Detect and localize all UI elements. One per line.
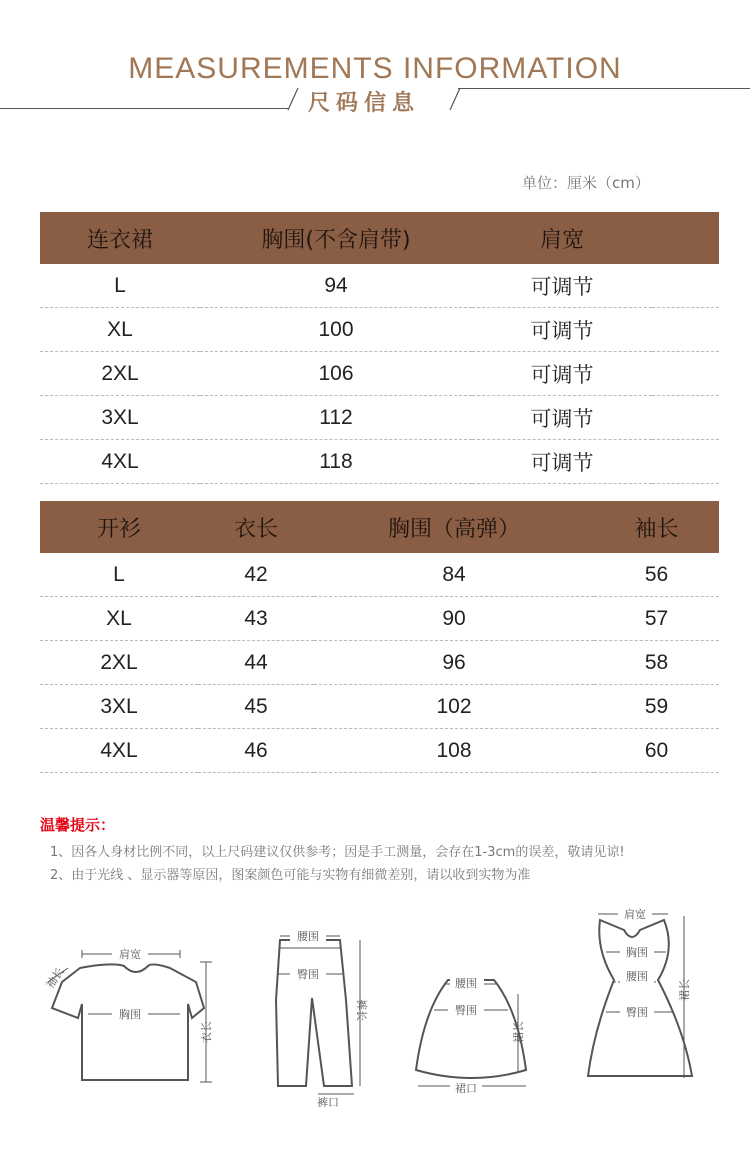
pants-hip-label: 臀围 (297, 968, 319, 981)
size-cell: 4XL (40, 729, 198, 773)
dress-length-label: 裙长 (678, 979, 691, 1001)
header-cell: 开衫 (40, 501, 198, 553)
size-cell: XL (40, 308, 200, 352)
tips-title: 温馨提示： (40, 816, 116, 834)
table-row (40, 641, 719, 685)
chest-cell: 102 (314, 685, 594, 729)
dress-chest-label: 胸围 (626, 946, 648, 959)
shoulder-cell: 可调节 (472, 352, 652, 396)
header-title-cn: 尺码信息 (308, 91, 421, 116)
dress-waist-label: 腰围 (626, 970, 648, 983)
sleeve-cell: 59 (594, 685, 719, 729)
skirt-diagram (408, 900, 538, 1100)
header-slash-left (286, 86, 300, 112)
chest-cell: 94 (200, 264, 472, 308)
size-cell: 4XL (40, 440, 200, 484)
tip-item: 2、由于光线 、显示器等原因，图案颜色可能与实物有细微差别，请以收到实物为准 (50, 868, 531, 883)
header-slash-right (448, 86, 462, 112)
sleeve-cell: 60 (594, 729, 719, 773)
header-cell: 袖长 (594, 501, 719, 553)
header-divider-right (458, 88, 750, 89)
size-cell: 2XL (40, 352, 200, 396)
table-row (40, 729, 719, 773)
table-row (40, 440, 719, 484)
length-cell: 44 (198, 641, 314, 685)
length-cell: 45 (198, 685, 314, 729)
chest-cell: 100 (200, 308, 472, 352)
chest-cell: 112 (200, 396, 472, 440)
cardigan-size-table (40, 501, 719, 773)
chest-cell: 90 (314, 597, 594, 641)
skirt-hip-label: 臀围 (455, 1004, 477, 1017)
header-cell: 连衣裙 (40, 212, 200, 264)
shoulder-cell: 可调节 (472, 308, 652, 352)
dress-size-table (40, 212, 719, 484)
tshirt-length-label: 衣长 (200, 1021, 213, 1043)
chest-cell: 108 (314, 729, 594, 773)
pants-diagram (262, 900, 372, 1110)
length-cell: 42 (198, 553, 314, 597)
header-cell: 胸围（高弹） (314, 501, 594, 553)
table-row (40, 553, 719, 597)
table-header-row (40, 501, 719, 553)
shoulder-cell: 可调节 (472, 440, 652, 484)
table-row (40, 396, 719, 440)
tip-item: 1、因各人身材比例不同，以上尺码建议仅供参考；因是手工测量，会存在1-3cm的误差，敬请见谅! (50, 845, 625, 860)
header-cell: 胸围(不含肩带) (200, 212, 472, 264)
table-row (40, 264, 719, 308)
header-cell: 衣长 (198, 501, 314, 553)
size-cell: 3XL (40, 396, 200, 440)
header-divider-left (0, 108, 288, 109)
pants-waist-label: 腰围 (297, 930, 319, 943)
chest-cell: 106 (200, 352, 472, 396)
size-cell: 2XL (40, 641, 198, 685)
tshirt-shoulder-label: 肩宽 (119, 948, 141, 961)
table-row (40, 308, 719, 352)
shoulder-cell: 可调节 (472, 396, 652, 440)
chest-cell: 96 (314, 641, 594, 685)
tshirt-chest-label: 胸围 (119, 1008, 141, 1021)
header-cell: 肩宽 (472, 212, 652, 264)
table-row (40, 352, 719, 396)
pants-length-label: 裤长 (355, 999, 368, 1021)
sleeve-cell: 56 (594, 553, 719, 597)
size-cell: L (40, 553, 198, 597)
size-cell: 3XL (40, 685, 198, 729)
pants-hem-label: 裤口 (317, 1096, 339, 1109)
unit-label: 单位：厘米（cm） (522, 174, 650, 192)
length-cell: 46 (198, 729, 314, 773)
table-row (40, 685, 719, 729)
table-header-row (40, 212, 719, 264)
table-row (40, 597, 719, 641)
header-cell-empty (652, 212, 719, 264)
size-cell: XL (40, 597, 198, 641)
size-cell: L (40, 264, 200, 308)
tshirt-sleeve-label: 袖长 (43, 965, 67, 991)
skirt-length-label: 裙长 (512, 1021, 525, 1043)
skirt-hem-label: 裙口 (455, 1082, 477, 1095)
dress-diagram (580, 900, 700, 1100)
chest-cell: 118 (200, 440, 472, 484)
dress-shoulder-label: 肩宽 (624, 908, 646, 921)
dress-hip-label: 臀围 (626, 1006, 648, 1019)
shoulder-cell: 可调节 (472, 264, 652, 308)
sleeve-cell: 58 (594, 641, 719, 685)
chest-cell: 84 (314, 553, 594, 597)
tshirt-diagram (40, 900, 220, 1100)
sleeve-cell: 57 (594, 597, 719, 641)
length-cell: 43 (198, 597, 314, 641)
skirt-waist-label: 腰围 (455, 977, 477, 990)
header-title-en: MEASUREMENTS INFORMATION (128, 52, 622, 85)
